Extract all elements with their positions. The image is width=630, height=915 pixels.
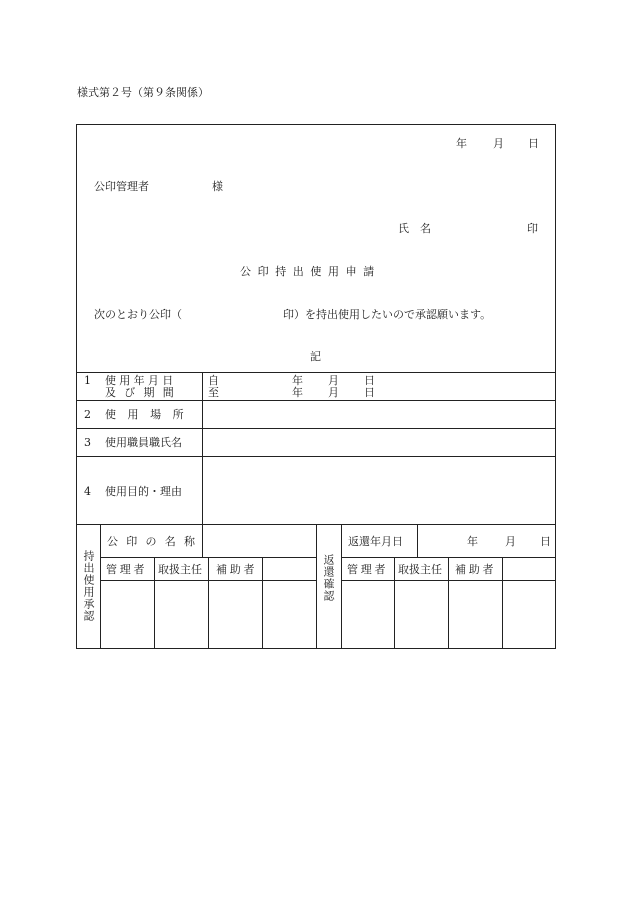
return-handler: 取扱主任 (398, 563, 442, 576)
addressee-honorific: 様 (212, 180, 223, 193)
period-to-day: 日 (364, 386, 375, 399)
period-to: 至 (208, 386, 219, 399)
approval-vertical-label: 持出使用承認 (82, 550, 95, 622)
row4-number: 4 (84, 485, 91, 498)
return-date-label: 返還年月日 (348, 535, 403, 548)
approval-assistant: 補助者 (216, 563, 258, 576)
return-year: 年 (467, 535, 478, 548)
period-from-day: 日 (364, 374, 375, 387)
row1-label-2: 及び期間 (105, 386, 182, 399)
addressee-title: 公印管理者 (94, 180, 149, 193)
row1-label-1: 使用年月日 (105, 374, 177, 387)
row4-label: 使用目的・理由 (105, 485, 182, 498)
form-number: 様式第２号（第９条関係） (77, 86, 209, 99)
date-day: 日 (528, 137, 539, 150)
return-day: 日 (540, 535, 551, 548)
form-title: 公印持出使用申請 (240, 265, 381, 278)
request-prefix: 次のとおり公印（ (94, 308, 182, 321)
period-from: 自 (208, 374, 219, 387)
period-from-year: 年 (292, 374, 303, 387)
period-to-year: 年 (292, 386, 303, 399)
return-manager: 管理者 (347, 563, 389, 576)
row2-label: 使用場所 (105, 408, 196, 421)
approval-handler: 取扱主任 (158, 563, 202, 576)
period-from-month: 月 (328, 374, 339, 387)
applicant-seal: 印 (527, 222, 538, 235)
return-month: 月 (505, 535, 516, 548)
seal-name-label: 公印の名称 (107, 535, 204, 548)
period-to-month: 月 (328, 386, 339, 399)
approval-manager: 管理者 (106, 563, 148, 576)
date-month: 月 (493, 137, 504, 150)
ki-label: 記 (310, 350, 321, 363)
row2-number: 2 (84, 408, 91, 421)
row3-label: 使用職員職氏名 (105, 436, 182, 449)
row1-number: 1 (84, 374, 91, 387)
applicant-name-label: 氏 名 (398, 222, 431, 235)
return-vertical-label: 返還確認 (322, 554, 335, 602)
date-year: 年 (456, 137, 467, 150)
row3-number: 3 (84, 436, 91, 449)
return-assistant: 補助者 (455, 563, 497, 576)
request-suffix: 印）を持出使用したいので承認願います。 (283, 308, 492, 321)
